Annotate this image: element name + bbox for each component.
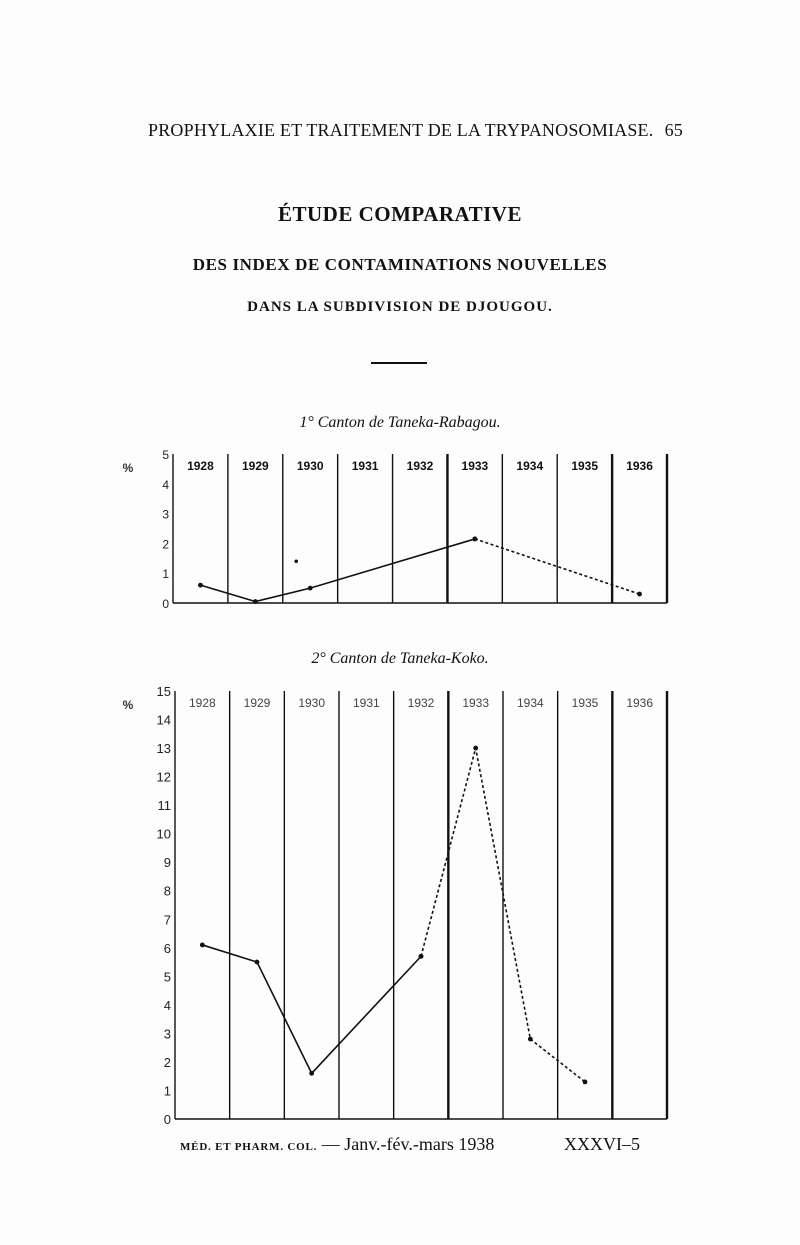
- chart1-year-label: 1931: [351, 459, 379, 473]
- chart2-y-tick-label: 15: [156, 685, 171, 699]
- chart2-unit-label: %: [122, 698, 134, 712]
- chart1-y-tick-label: 5: [162, 450, 169, 462]
- chart2-data-point: [583, 1080, 588, 1085]
- chart1-unit-label: %: [122, 461, 134, 475]
- chart2-data-point: [200, 943, 205, 948]
- chart1-y-tick-label: 2: [162, 537, 169, 552]
- chart2-y-tick-label: 10: [156, 826, 171, 842]
- chart-taneka-koko: [0, 685, 800, 1125]
- chart1-year-label: 1935: [571, 459, 599, 473]
- chart2-year-label: 1930: [298, 696, 326, 710]
- page-subtitle-location: DANS LA SUBDIVISION DE DJOUGOU.: [247, 299, 553, 315]
- chart2-y-tick-label: 6: [163, 940, 171, 956]
- chart2-data-point: [309, 1071, 314, 1076]
- footer-journal: MÉD. ET PHARM. COL.: [180, 1141, 318, 1153]
- footer-volume: XXXVI–5: [564, 1134, 640, 1154]
- chart2-year-label: 1933: [462, 696, 490, 710]
- chart2-y-tick-label: 12: [156, 769, 171, 785]
- page-title: ÉTUDE COMPARATIVE: [278, 202, 522, 226]
- chart1-caption: 1° Canton de Taneka-Rabagou.: [299, 414, 501, 431]
- chart-taneka-rabagou: [0, 450, 800, 610]
- chart2-series-line-solid: [202, 945, 421, 1073]
- chart2-data-point: [419, 954, 424, 959]
- chart2-y-tick-label: 0: [163, 1112, 171, 1125]
- chart1-stray-mark: [294, 559, 298, 563]
- chart2-y-tick-label: 9: [163, 855, 171, 871]
- chart1-year-label: 1928: [187, 459, 214, 473]
- chart2-y-tick-label: 13: [156, 741, 171, 757]
- chart2-caption: 2° Canton de Taneka-Koko.: [311, 650, 489, 667]
- chart2-data-point: [255, 960, 260, 965]
- chart1-data-point: [308, 586, 313, 591]
- chart2-data-point: [473, 746, 478, 751]
- page-subtitle: DES INDEX DE CONTAMINATIONS NOUVELLES: [192, 255, 608, 274]
- chart1-data-point: [637, 592, 642, 597]
- chart1-data-point: [472, 537, 477, 542]
- chart1-data-point: [198, 583, 203, 588]
- chart1-year-label: 1933: [461, 459, 489, 473]
- chart1-year-label: 1929: [241, 459, 269, 473]
- chart1-y-tick-label: 0: [162, 597, 169, 610]
- chart2-year-label: 1935: [571, 696, 599, 710]
- chart2-y-tick-label: 4: [163, 997, 171, 1013]
- chart1-y-tick-label: 4: [162, 477, 169, 492]
- chart2-data-point: [528, 1037, 533, 1042]
- chart1-y-tick-label: 3: [162, 507, 169, 522]
- running-head: [148, 120, 683, 141]
- chart2-year-label: 1934: [516, 696, 544, 710]
- chart1-year-label: 1930: [296, 459, 324, 473]
- page-number: 65: [664, 120, 683, 140]
- chart2-y-tick-label: 2: [163, 1054, 171, 1070]
- chart2-y-tick-label: 11: [157, 798, 171, 814]
- chart2-year-label: 1931: [352, 696, 380, 710]
- chart2-y-tick-label: 3: [163, 1026, 171, 1042]
- chart2-y-tick-label: 8: [163, 883, 171, 899]
- chart2-y-tick-label: 14: [156, 712, 171, 728]
- chart2-y-tick-label: 5: [163, 969, 171, 985]
- chart2-year-label: 1932: [407, 696, 435, 710]
- chart2-year-label: 1928: [188, 696, 216, 710]
- footer-dates: — Janv.-fév.-mars 1938: [321, 1134, 495, 1154]
- chart2-y-tick-label: 1: [163, 1083, 171, 1099]
- chart2-y-tick-label: 7: [163, 912, 171, 928]
- title-rule: [371, 362, 427, 364]
- chart1-year-label: 1936: [626, 459, 653, 473]
- chart2-year-label: 1936: [626, 696, 654, 710]
- chart1-y-tick-label: 1: [162, 567, 169, 582]
- chart2-year-label: 1929: [243, 696, 271, 710]
- chart1-year-label: 1934: [516, 459, 544, 473]
- chart1-year-label: 1932: [406, 459, 434, 473]
- chart1-data-point: [253, 599, 258, 604]
- running-title: PROPHYLAXIE ET TRAITEMENT DE LA TRYPANOSOMIASE.: [148, 120, 654, 140]
